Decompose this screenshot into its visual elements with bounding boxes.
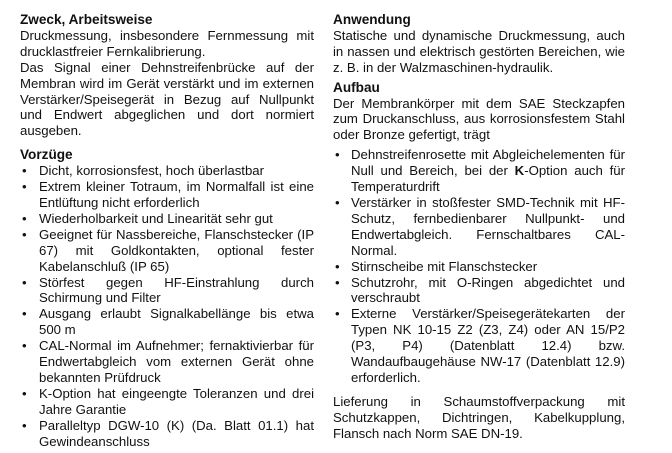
section-vorzuege xyxy=(20,147,314,449)
heading-aufbau: Aufbau xyxy=(333,79,380,95)
left-column xyxy=(20,12,314,449)
heading-zweck: Zweck, Arbeitsweise xyxy=(20,12,153,27)
list-item: • Paralleltyp DGW-10 (K) (Da. Blatt 01.1) hat Gewindeanschluss xyxy=(20,418,314,450)
section-anwendung xyxy=(333,12,625,76)
list-item: • Dicht, korrosionsfest, hoch überlastbar xyxy=(20,163,314,179)
list-item: • CAL-Normal im Aufnehmer; fernaktivierbar für Endwertabgleich vom externen Gerät ohne bekannten Prüfdruck xyxy=(20,338,314,386)
heading-anwendung: Anwendung xyxy=(333,12,411,27)
right-column xyxy=(333,12,625,442)
aufbau-intro: Der Membrankörper mit dem SAE Steckzapfen zum Druckanschluss, aus korrosionsfestem Stahl oder Bronze gefertigt, trägt xyxy=(333,95,625,143)
section-zweck xyxy=(20,12,314,139)
vorzuege-list xyxy=(20,163,314,449)
zweck-paragraph-2: Das Signal einer Dehnstreifenbrücke auf der Membran wird im Gerät verstärkt und im externen Verstärker/Speisegerät in Bezug auf Nullpunkt und Endwert abgeglichen und dort normiert ausgeben. xyxy=(20,59,314,139)
list-item: • Stirnscheibe mit Flanschstecker xyxy=(333,259,625,275)
list-item xyxy=(333,147,625,195)
list-item: • K-Option hat eingeengte Toleranzen und drei Jahre Garantie xyxy=(20,386,314,418)
list-item: • Geeignet für Nassbereiche, Flanschstecker (IP 67) mit Goldkontakten, optional fester Kabelanschluß (IP 65) xyxy=(20,227,314,275)
aufbau-list xyxy=(333,147,625,386)
list-item: • Extrem kleiner Totraum, im Normalfall ist eine Entlüftung nicht erforderlich xyxy=(20,179,314,211)
list-item: • Ausgang erlaubt Signalkabellänge bis etwa 500 m xyxy=(20,306,314,338)
list-item: • Externe Verstärker/Speisegerätekarten der Typen NK 10-15 Z2 (Z3, Z4) oder AN 15/P2 (P3, P4) (Datenblatt 12.4) bzw. Wandaufbaugehäuse NW-17 (Datenblatt 12.9) erforderlich. xyxy=(333,306,625,386)
list-item-text: -Option auch für Temperaturdrift xyxy=(351,163,625,195)
list-item: • Störfest gegen HF-Einstrahlung durch Schirmung und Filter xyxy=(20,275,314,307)
heading-vorzuege: Vorzüge xyxy=(20,147,73,163)
zweck-paragraph-1: Druckmessung, insbesondere Fernmessung mit drucklastfreier Fernkalibrierung. xyxy=(20,27,314,59)
section-aufbau xyxy=(333,80,625,442)
list-item: • Schutzrohr, mit O-Ringen abgedichtet und verschraubt xyxy=(333,275,625,307)
anwendung-paragraph: Statische und dynamische Druckmessung, auch in nassen und elektrisch gestörten Bereichen, wie z. B. in der Walzmaschinen-hydraulik. xyxy=(333,27,625,75)
list-item-text: Dehnstreifenrosette mit Abgleichelementen für Null und Bereich, bei der xyxy=(351,147,625,179)
list-item: • Verstärker in stoßfester SMD-Technik mit HF-Schutz, fernbedienbarer Nullpunkt- und Endwertabgleich. Fernschaltbares CAL-Normal. xyxy=(333,195,625,259)
list-item: • Wiederholbarkeit und Linearität sehr gut xyxy=(20,211,314,227)
k-option-label: K xyxy=(514,163,525,179)
lieferung-paragraph: Lieferung in Schaumstoffverpackung mit Schutzkappen, Dichtringen, Kabelkupplung, Flansch nach Norm SAE DN-19. xyxy=(333,393,625,441)
